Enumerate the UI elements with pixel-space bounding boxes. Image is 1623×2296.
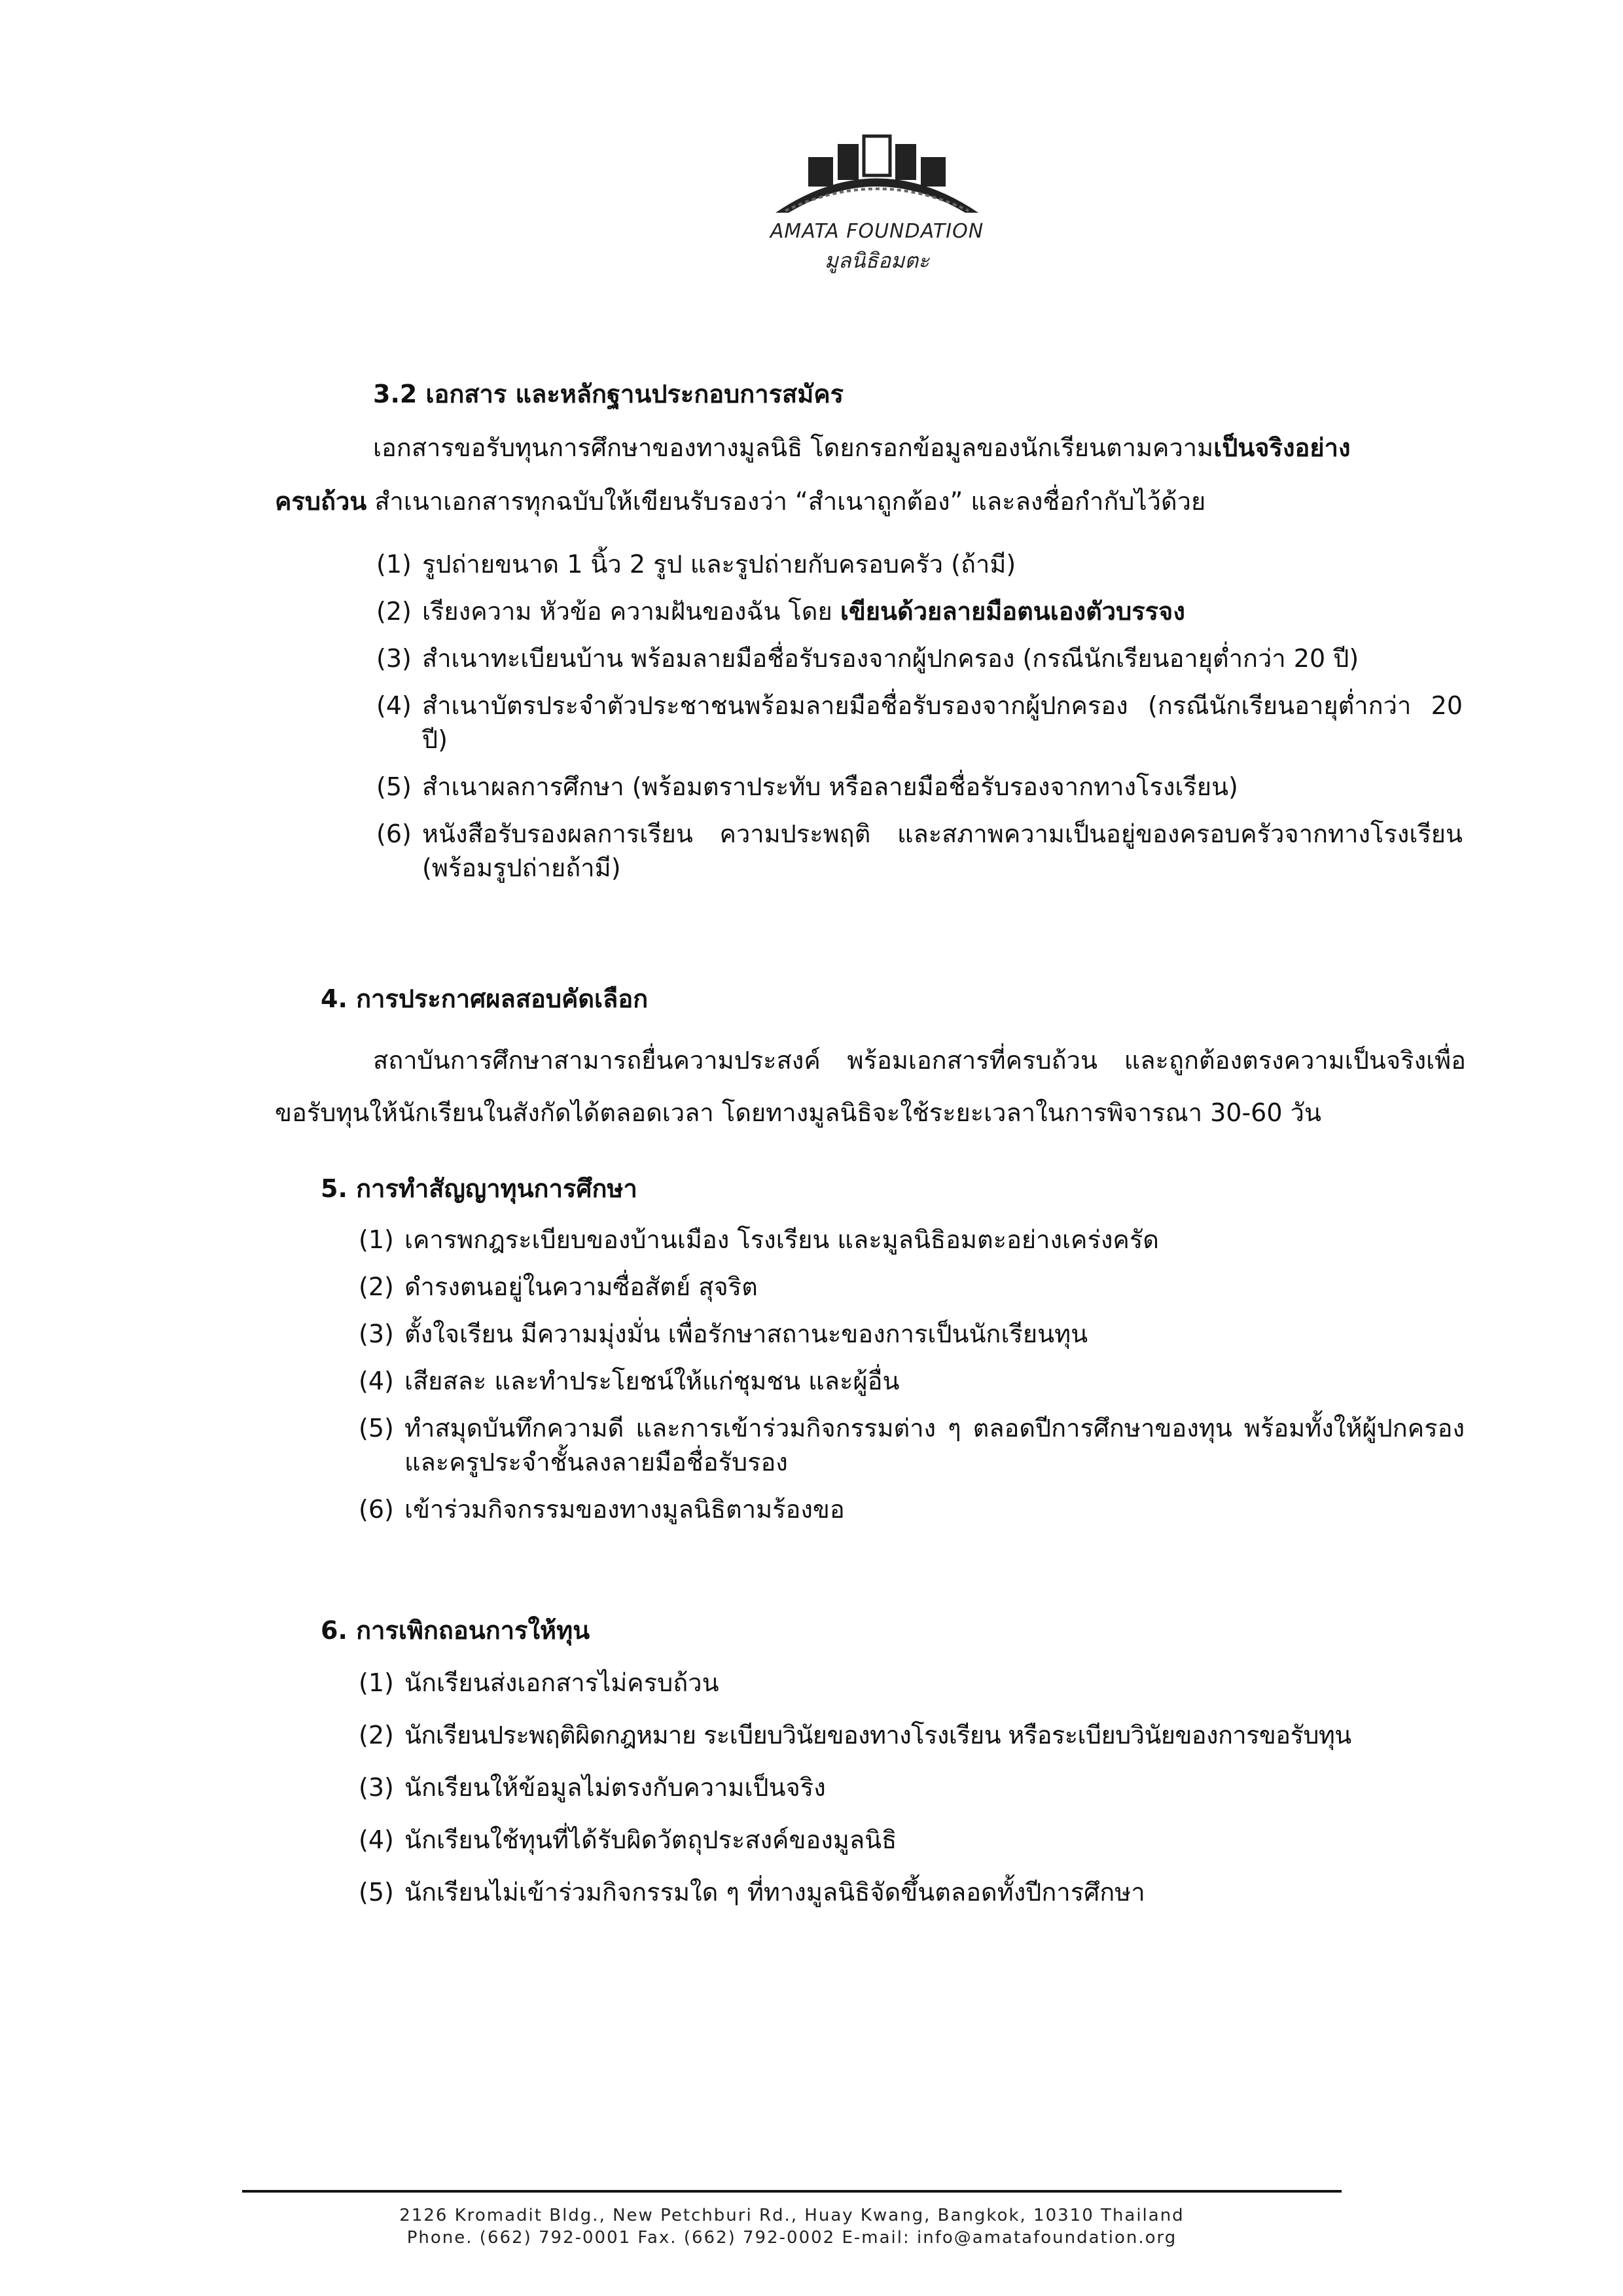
list-item [376,770,1463,804]
item-number: (2) [359,1272,394,1301]
item-text: นักเรียนใช้ทุนที่ได้รับผิดวัตถุประสงค์ของมูลนิธิ [404,1825,897,1854]
list-item [359,1770,1484,1804]
item-number: (3) [376,644,412,673]
list-item [359,1411,1465,1479]
list-item [359,1823,1484,1857]
item-text: นักเรียนประพฤติผิดกฎหมาย ระเบียบวินัยของทางโรงเรียน หรือระเบียบวินัยของการขอรับทุน [404,1721,1351,1749]
item-text [376,594,1463,628]
footer-contact-line: Phone. (662) 792-0001 Fax. (662) 792-0002 E-mail: info@amatafoundation.org [406,2228,1177,2248]
intro-line2-normal: สำเนาเอกสารทุกฉบับให้เขียนรับรองว่า “สำเนาถูกต้อง” และลงชื่อกำกับไว้ด้วย [366,487,1206,516]
item-text: เข้าร่วมกิจกรรมของทางมูลนิธิตามร้องขอ [404,1495,845,1524]
item-number: (1) [376,550,412,579]
section-5-list [359,1223,1465,1526]
item-number: (2) [376,597,412,626]
list-item [376,689,1463,757]
list-item [376,641,1463,675]
list-item [359,1270,1465,1304]
section-3-2-intro-line1 [373,431,1351,465]
list-item [359,1364,1465,1398]
item-text: เคารพกฎระเบียบของบ้านเมือง โรงเรียน และมูลนิธิอมตะอย่างเคร่งครัด [404,1225,1159,1254]
item-text-normal: เรียงความ หัวข้อ ความฝันของฉัน โดย [422,597,840,626]
item-text: เสียสละ และทำประโยชน์ให้แก่ชุมชน และผู้อื่น [404,1367,900,1395]
item-number: (3) [359,1773,394,1802]
item-text: รูปถ่ายขนาด 1 นิ้ว 2 รูป และรูปถ่ายกับครอบครัว (ถ้ามี) [422,550,1016,579]
item-text: นักเรียนส่งเอกสารไม่ครบถ้วน [404,1668,719,1697]
item-text: สำเนาบัตรประจำตัวประชาชนพร้อมลายมือชื่อรับรองจากผู้ปกครอง (กรณีนักเรียนอายุต่ำกว่า 20 ปี) [422,691,1463,754]
item-text: หนังสือรับรองผลการเรียน ความประพฤติ และสภาพความเป็นอยู่ของครอบครัวจากทางโรงเรียน (พร้อมรูปถ่ายถ้ามี) [422,819,1463,882]
section-5-heading: 5. การทำสัญญาทุนการศึกษา [321,1174,637,1203]
section-4-heading: 4. การประกาศผลสอบคัดเลือก [321,984,649,1013]
item-number: (5) [359,1878,394,1907]
list-item [359,1492,1465,1526]
section-6-heading: 6. การเพิกถอนการให้ทุน [321,1616,590,1645]
list-item [359,1317,1465,1351]
section-3-2-list [376,547,1463,885]
section-3-2-intro-line2 [275,484,1205,518]
item-number: (4) [359,1825,394,1854]
item-text: ดำรงตนอยู่ในความซื่อสัตย์ สุจริต [404,1272,758,1301]
item-number: (1) [359,1668,394,1697]
item-number: (2) [359,1721,394,1749]
item-text: นักเรียนให้ข้อมูลไม่ตรงกับความเป็นจริง [404,1773,826,1802]
item-text: ทำสมุดบันทึกความดี และการเข้าร่วมกิจกรรมต่าง ๆ ตลอดปีการศึกษาของทุน พร้อมทั้งให้ผู้ปกครอง และครูประจำชั้นลงลายมือชื่อรับรอง [404,1414,1465,1477]
amata-emblem-icon [769,131,985,216]
list-item [359,1223,1465,1257]
item-text: สำเนาทะเบียนบ้าน พร้อมลายมือชื่อรับรองจากผู้ปกครอง (กรณีนักเรียนอายุต่ำกว่า 20 ปี) [422,644,1359,673]
item-number: (6) [359,1495,394,1524]
item-number: (1) [359,1225,394,1254]
list-item [359,1718,1484,1752]
list-item [359,1666,1484,1700]
item-number: (5) [359,1414,394,1443]
item-text: นักเรียนไม่เข้าร่วมกิจกรรมใด ๆ ที่ทางมูลนิธิจัดขึ้นตลอดทั้งปีการศึกษา [404,1878,1145,1907]
footer-address-line: 2126 Kromadit Bldg., New Petchburi Rd., Huay Kwang, Bangkok, 10310 Thailand [399,2206,1185,2225]
list-item [376,547,1463,581]
section-3-2-heading: 3.2 เอกสาร และหลักฐานประกอบการสมัคร [373,380,844,408]
item-number: (4) [359,1367,394,1395]
intro-line1-bold: เป็นจริงอย่าง [1213,433,1351,462]
footer-divider [242,2190,1342,2193]
logo-name-th: มูลนิธิอมตะ [824,248,930,273]
list-item [376,817,1463,885]
foundation-logo [740,131,1014,278]
item-number: (4) [376,691,412,720]
item-number: (3) [359,1319,394,1348]
footer-address [242,2204,1342,2249]
list-item [376,594,1463,628]
logo-name-en: AMATA FOUNDATION [770,220,984,243]
item-text: ตั้งใจเรียน มีความมุ่งมั่น เพื่อรักษาสถานะของการเป็นนักเรียนทุน [404,1319,1088,1348]
section-6-list [359,1666,1484,1909]
item-text-bold: เขียนด้วยลายมือตนเองตัวบรรจง [840,597,1185,626]
intro-line2-bold: ครบถ้วน [275,487,367,516]
item-number: (6) [376,819,412,848]
item-text: สำเนาผลการศึกษา (พร้อมตราประทับ หรือลายมือชื่อรับรองจากทางโรงเรียน) [422,772,1238,801]
section-4-paragraph: สถาบันการศึกษาสามารถยื่นความประสงค์ พร้อมเอกสารที่ครบถ้วน และถูกต้องตรงความเป็นจริงเพื่อขอรับทุนให้นักเรียนในสังกัดได้ตลอดเวลา โดยทางมูลนิธิจะใช้ระยะเวลาในการพิจารณา 30-60 วัน [275,1046,1466,1127]
list-item [359,1875,1484,1909]
item-number: (5) [376,772,412,801]
intro-line1-normal: เอกสารขอรับทุนการศึกษาของทางมูลนิธิ โดยกรอกข้อมูลของนักเรียนตามความ [373,433,1214,462]
